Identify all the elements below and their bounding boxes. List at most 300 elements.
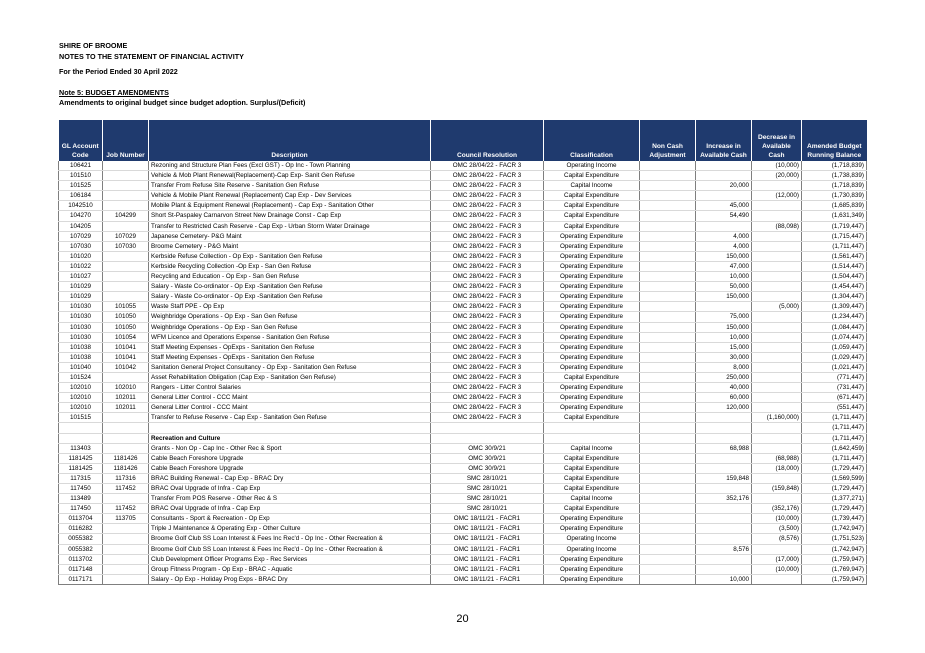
increase-cash-cell: 352,176 [696, 494, 752, 504]
description-cell: Asset Rehabilitation Obligation (Cap Exp - Sanitation Gen Refuse) [149, 372, 431, 382]
increase-cash-cell [696, 453, 752, 463]
description-cell: BRAC Oval Upgrade of Infra - Cap Exp [149, 484, 431, 494]
running-balance-cell: (1,729,447) [802, 463, 867, 473]
council-resolution-cell: OMC 28/04/22 - FACR 3 [431, 332, 544, 342]
classification-cell: Operating Expenditure [544, 352, 640, 362]
council-resolution-cell: OMC 28/04/22 - FACR 3 [431, 171, 544, 181]
council-resolution-cell: OMC 28/04/22 - FACR 3 [431, 251, 544, 261]
running-balance-cell: (1,084,447) [802, 322, 867, 332]
gl-account-cell: 106421 [59, 161, 103, 171]
job-number-cell: 101055 [103, 302, 149, 312]
description-cell: Staff Meeting Expenses - OpExps - Sanitation Gen Refuse [149, 352, 431, 362]
classification-cell: Operating Expenditure [544, 231, 640, 241]
council-resolution-cell: OMC 30/9/21 [431, 453, 544, 463]
non-cash-cell [640, 322, 696, 332]
classification-cell [544, 433, 640, 443]
table-row [59, 282, 867, 292]
council-resolution-cell: OMC 28/04/22 - FACR 3 [431, 211, 544, 221]
running-balance-cell: (1,759,947) [802, 554, 867, 564]
col-gl-account: GL Account Code [59, 120, 103, 161]
running-balance-cell: (1,769,947) [802, 564, 867, 574]
gl-account-cell: 0117171 [59, 574, 103, 584]
increase-cash-cell: 10,000 [696, 332, 752, 342]
running-balance-cell: (1,711,447) [802, 413, 867, 423]
job-number-cell: 101041 [103, 352, 149, 362]
increase-cash-cell: 10,000 [696, 272, 752, 282]
classification-cell: Operating Expenditure [544, 261, 640, 271]
job-number-cell: 104299 [103, 211, 149, 221]
decrease-cash-cell [752, 544, 802, 554]
note-title: Note 5: BUDGET AMENDMENTS [59, 88, 169, 97]
col-job-number: Job Number [103, 120, 149, 161]
running-balance-cell: (1,729,447) [802, 484, 867, 494]
council-resolution-cell: OMC 28/04/22 - FACR 3 [431, 383, 544, 393]
council-resolution-cell: SMC 28/10/21 [431, 484, 544, 494]
increase-cash-cell [696, 413, 752, 423]
non-cash-cell [640, 231, 696, 241]
decrease-cash-cell [752, 322, 802, 332]
note-description: Amendments to original budget since budget adoption. Surplus/(Deficit) [59, 98, 306, 107]
classification-cell: Operating Income [544, 534, 640, 544]
table-row [59, 372, 867, 382]
running-balance-cell: (1,730,839) [802, 191, 867, 201]
running-balance-cell: (1,718,839) [802, 161, 867, 171]
increase-cash-cell [696, 161, 752, 171]
non-cash-cell [640, 352, 696, 362]
gl-account-cell [59, 423, 103, 433]
decrease-cash-cell: (18,000) [752, 463, 802, 473]
non-cash-cell [640, 484, 696, 494]
job-number-cell: 117316 [103, 473, 149, 483]
increase-cash-cell: 75,000 [696, 312, 752, 322]
table-row [59, 352, 867, 362]
job-number-cell: 101050 [103, 312, 149, 322]
job-number-cell [103, 554, 149, 564]
description-cell: Recycling and Education - Op Exp - San Gen Refuse [149, 272, 431, 282]
job-number-cell [103, 161, 149, 171]
decrease-cash-cell [752, 362, 802, 372]
table-row [59, 514, 867, 524]
running-balance-cell: (1,631,349) [802, 211, 867, 221]
increase-cash-cell: 159,848 [696, 473, 752, 483]
gl-account-cell: 101030 [59, 322, 103, 332]
gl-account-cell: 101510 [59, 171, 103, 181]
decrease-cash-cell [752, 251, 802, 261]
non-cash-cell [640, 514, 696, 524]
job-number-cell: 102011 [103, 403, 149, 413]
non-cash-cell [640, 251, 696, 261]
gl-account-cell [59, 433, 103, 443]
description-cell: Group Fitness Program - Op Exp - BRAC - Aquatic [149, 564, 431, 574]
classification-cell: Capital Expenditure [544, 171, 640, 181]
decrease-cash-cell: (10,000) [752, 564, 802, 574]
council-resolution-cell: OMC 28/04/22 - FACR 3 [431, 312, 544, 322]
non-cash-cell [640, 221, 696, 231]
running-balance-cell: (1,304,447) [802, 292, 867, 302]
table-row [59, 393, 867, 403]
gl-account-cell: 101515 [59, 413, 103, 423]
description-cell: Weighbridge Operations - Op Exp - San Gen Refuse [149, 322, 431, 332]
decrease-cash-cell [752, 231, 802, 241]
classification-cell: Operating Expenditure [544, 564, 640, 574]
job-number-cell [103, 524, 149, 534]
gl-account-cell: 104205 [59, 221, 103, 231]
classification-cell: Capital Income [544, 443, 640, 453]
increase-cash-cell: 150,000 [696, 292, 752, 302]
running-balance-cell: (1,454,447) [802, 282, 867, 292]
running-balance-cell: (1,685,839) [802, 201, 867, 211]
council-resolution-cell: OMC 30/9/21 [431, 463, 544, 473]
gl-account-cell: 106184 [59, 191, 103, 201]
table-header-row [59, 120, 867, 161]
job-number-cell [103, 443, 149, 453]
running-balance-cell: (1,742,947) [802, 524, 867, 534]
description-cell: Club Development Officer Programs Exp - Rec Services [149, 554, 431, 564]
council-resolution-cell: SMC 28/10/21 [431, 473, 544, 483]
table-row [59, 332, 867, 342]
job-number-cell [103, 261, 149, 271]
job-number-cell [103, 191, 149, 201]
table-row [59, 453, 867, 463]
non-cash-cell [640, 574, 696, 584]
gl-account-cell: 101029 [59, 282, 103, 292]
running-balance-cell: (1,718,839) [802, 181, 867, 191]
decrease-cash-cell [752, 372, 802, 382]
increase-cash-cell: 8,576 [696, 544, 752, 554]
description-cell: Mobile Plant & Equipment Renewal (Replacement) - Cap Exp - Sanitation Other [149, 201, 431, 211]
non-cash-cell [640, 171, 696, 181]
table-row [59, 241, 867, 251]
description-cell: Kerbside Recycling Collection -Op Exp - San Gen Refuse [149, 261, 431, 271]
running-balance-cell: (551,447) [802, 403, 867, 413]
description-cell: Transfer From Refuse Site Reserve - Sanitation Gen Refuse [149, 181, 431, 191]
non-cash-cell [640, 292, 696, 302]
gl-account-cell: 0116282 [59, 524, 103, 534]
gl-account-cell: 101525 [59, 181, 103, 191]
decrease-cash-cell [752, 292, 802, 302]
job-number-cell [103, 292, 149, 302]
classification-cell: Operating Income [544, 544, 640, 554]
increase-cash-cell: 50,000 [696, 282, 752, 292]
non-cash-cell [640, 453, 696, 463]
council-resolution-cell: OMC 28/04/22 - FACR 3 [431, 272, 544, 282]
job-number-cell [103, 494, 149, 504]
gl-account-cell: 0055382 [59, 534, 103, 544]
gl-account-cell: 101020 [59, 251, 103, 261]
running-balance-cell: (771,447) [802, 372, 867, 382]
description-cell: Cable Beach Foreshore Upgrade [149, 463, 431, 473]
non-cash-cell [640, 564, 696, 574]
document-subtitle: NOTES TO THE STATEMENT OF FINANCIAL ACTIVITY [59, 52, 244, 61]
classification-cell: Capital Income [544, 181, 640, 191]
non-cash-cell [640, 403, 696, 413]
job-number-cell [103, 564, 149, 574]
description-cell: BRAC Building Renewal - Cap Exp - BRAC Dry [149, 473, 431, 483]
non-cash-cell [640, 191, 696, 201]
description-cell: Vehicle & Mobile Plant Renewal (Replacement) Cap Exp - Dev Services [149, 191, 431, 201]
gl-account-cell: 0113704 [59, 514, 103, 524]
table-row [59, 494, 867, 504]
job-number-cell [103, 433, 149, 443]
increase-cash-cell: 150,000 [696, 322, 752, 332]
increase-cash-cell [696, 191, 752, 201]
classification-cell: Operating Expenditure [544, 251, 640, 261]
council-resolution-cell: OMC 28/04/22 - FACR 3 [431, 362, 544, 372]
job-number-cell [103, 272, 149, 282]
increase-cash-cell: 20,000 [696, 181, 752, 191]
council-resolution-cell: OMC 18/11/21 - FACR1 [431, 514, 544, 524]
description-cell: Kerbside Refuse Collection - Op Exp - Sanitation Gen Refuse [149, 251, 431, 261]
council-resolution-cell: OMC 28/04/22 - FACR 3 [431, 191, 544, 201]
decrease-cash-cell: (1,160,000) [752, 413, 802, 423]
classification-cell: Operating Expenditure [544, 302, 640, 312]
job-number-cell [103, 574, 149, 584]
decrease-cash-cell [752, 433, 802, 443]
job-number-cell: 102010 [103, 383, 149, 393]
increase-cash-cell [696, 433, 752, 443]
council-resolution-cell: OMC 28/04/22 - FACR 3 [431, 322, 544, 332]
table-row [59, 272, 867, 282]
description-cell: Short St-Paspaley Carnarvon Street New Drainage Const - Cap Exp [149, 211, 431, 221]
non-cash-cell [640, 524, 696, 534]
decrease-cash-cell [752, 282, 802, 292]
non-cash-cell [640, 211, 696, 221]
job-number-cell: 101041 [103, 342, 149, 352]
col-classification: Classification [544, 120, 640, 161]
table-row [59, 292, 867, 302]
job-number-cell: 107030 [103, 241, 149, 251]
non-cash-cell [640, 302, 696, 312]
increase-cash-cell [696, 524, 752, 534]
decrease-cash-cell [752, 352, 802, 362]
description-cell: Grants - Non Op - Cap Inc - Other Rec & Sport [149, 443, 431, 453]
table-row [59, 201, 867, 211]
running-balance-cell: (1,759,947) [802, 574, 867, 584]
running-balance-cell: (1,711,447) [802, 433, 867, 443]
non-cash-cell [640, 282, 696, 292]
col-decrease-cash: Decrease in Available Cash [752, 120, 802, 161]
running-balance-cell: (1,074,447) [802, 332, 867, 342]
council-resolution-cell: OMC 28/04/22 - FACR 3 [431, 413, 544, 423]
description-cell: General Litter Control - CCC Maint [149, 403, 431, 413]
job-number-cell [103, 181, 149, 191]
increase-cash-cell: 120,000 [696, 403, 752, 413]
non-cash-cell [640, 534, 696, 544]
description-cell: Broome Cemetery - P&G Maint [149, 241, 431, 251]
gl-account-cell: 102010 [59, 403, 103, 413]
gl-account-cell: 101030 [59, 312, 103, 322]
non-cash-cell [640, 413, 696, 423]
running-balance-cell: (1,504,447) [802, 272, 867, 282]
non-cash-cell [640, 372, 696, 382]
table-row [59, 261, 867, 271]
classification-cell: Operating Expenditure [544, 574, 640, 584]
increase-cash-cell: 15,000 [696, 342, 752, 352]
gl-account-cell: 107030 [59, 241, 103, 251]
job-number-cell [103, 423, 149, 433]
increase-cash-cell [696, 534, 752, 544]
gl-account-cell: 101524 [59, 372, 103, 382]
council-resolution-cell: OMC 18/11/21 - FACR1 [431, 534, 544, 544]
council-resolution-cell: OMC 28/04/22 - FACR 3 [431, 282, 544, 292]
classification-cell: Operating Expenditure [544, 332, 640, 342]
council-resolution-cell: OMC 28/04/22 - FACR 3 [431, 161, 544, 171]
increase-cash-cell: 250,000 [696, 372, 752, 382]
classification-cell: Operating Expenditure [544, 514, 640, 524]
table-row [59, 362, 867, 372]
table-row [59, 181, 867, 191]
council-resolution-cell: OMC 18/11/21 - FACR1 [431, 544, 544, 554]
description-cell: Transfer to Restricted Cash Reserve - Cap Exp - Urban Storm Water Drainage [149, 221, 431, 231]
increase-cash-cell: 4,000 [696, 231, 752, 241]
table-row [59, 463, 867, 473]
decrease-cash-cell [752, 181, 802, 191]
gl-account-cell: 101040 [59, 362, 103, 372]
gl-account-cell: 117450 [59, 484, 103, 494]
classification-cell: Operating Expenditure [544, 241, 640, 251]
running-balance-cell: (1,377,271) [802, 494, 867, 504]
council-resolution-cell: OMC 28/04/22 - FACR 3 [431, 393, 544, 403]
gl-account-cell: 101030 [59, 302, 103, 312]
table-row [59, 534, 867, 544]
decrease-cash-cell [752, 332, 802, 342]
table-row [59, 504, 867, 514]
council-resolution-cell: OMC 28/04/22 - FACR 3 [431, 403, 544, 413]
gl-account-cell: 1181425 [59, 463, 103, 473]
table-row [59, 383, 867, 393]
non-cash-cell [640, 161, 696, 171]
running-balance-cell: (1,719,447) [802, 221, 867, 231]
col-non-cash-adjustment: Non Cash Adjustment [640, 120, 696, 161]
increase-cash-cell [696, 484, 752, 494]
classification-cell: Capital Expenditure [544, 201, 640, 211]
increase-cash-cell [696, 221, 752, 231]
classification-cell: Capital Expenditure [544, 211, 640, 221]
running-balance-cell: (1,561,447) [802, 251, 867, 261]
increase-cash-cell [696, 514, 752, 524]
classification-cell: Operating Expenditure [544, 312, 640, 322]
table-row [59, 171, 867, 181]
increase-cash-cell: 4,000 [696, 241, 752, 251]
decrease-cash-cell [752, 473, 802, 483]
increase-cash-cell: 30,000 [696, 352, 752, 362]
job-number-cell: 101054 [103, 332, 149, 342]
classification-cell: Capital Expenditure [544, 413, 640, 423]
job-number-cell [103, 372, 149, 382]
classification-cell: Capital Expenditure [544, 473, 640, 483]
table-row [59, 524, 867, 534]
decrease-cash-cell [752, 342, 802, 352]
classification-cell [544, 423, 640, 433]
non-cash-cell [640, 332, 696, 342]
gl-account-cell: 102010 [59, 393, 103, 403]
council-resolution-cell [431, 433, 544, 443]
job-number-cell [103, 251, 149, 261]
increase-cash-cell [696, 554, 752, 564]
council-resolution-cell: OMC 28/04/22 - FACR 3 [431, 201, 544, 211]
council-resolution-cell: OMC 28/04/22 - FACR 3 [431, 261, 544, 271]
non-cash-cell [640, 272, 696, 282]
gl-account-cell: 0055382 [59, 544, 103, 554]
decrease-cash-cell [752, 211, 802, 221]
classification-cell: Capital Income [544, 494, 640, 504]
council-resolution-cell: OMC 30/9/21 [431, 443, 544, 453]
increase-cash-cell [696, 564, 752, 574]
classification-cell: Capital Expenditure [544, 484, 640, 494]
description-cell: Vehicle & Mob Plant Renewal(Replacement)-Cap Exp- Sanit Gen Refuse [149, 171, 431, 181]
description-cell: Broome Golf Club SS Loan Interest & Fees Inc Rec'd - Op Inc - Other Recreation & [149, 544, 431, 554]
table-row [59, 423, 867, 433]
non-cash-cell [640, 181, 696, 191]
council-resolution-cell: SMC 28/10/21 [431, 494, 544, 504]
increase-cash-cell [696, 463, 752, 473]
gl-account-cell: 0113702 [59, 554, 103, 564]
job-number-cell [103, 544, 149, 554]
increase-cash-cell [696, 302, 752, 312]
gl-account-cell: 101038 [59, 352, 103, 362]
col-description: Description [149, 120, 431, 161]
col-running-balance: Amended Budget Running Balance [802, 120, 867, 161]
table-row [59, 322, 867, 332]
council-resolution-cell: OMC 28/04/22 - FACR 3 [431, 241, 544, 251]
description-cell: Salary - Op Exp - Holiday Prog Exps - BRAC Dry [149, 574, 431, 584]
table-row [59, 251, 867, 261]
running-balance-cell: (1,234,447) [802, 312, 867, 322]
classification-cell: Operating Expenditure [544, 322, 640, 332]
gl-account-cell: 1181425 [59, 453, 103, 463]
non-cash-cell [640, 201, 696, 211]
increase-cash-cell: 150,000 [696, 251, 752, 261]
gl-account-cell: 113489 [59, 494, 103, 504]
job-number-cell [103, 171, 149, 181]
period-label: For the Period Ended 30 April 2022 [59, 67, 178, 76]
council-resolution-cell: OMC 28/04/22 - FACR 3 [431, 302, 544, 312]
table-row [59, 403, 867, 413]
description-cell: Triple J Maintenance & Operating Exp - Other Culture [149, 524, 431, 534]
decrease-cash-cell: (159,848) [752, 484, 802, 494]
decrease-cash-cell [752, 272, 802, 282]
decrease-cash-cell [752, 574, 802, 584]
table-row [59, 191, 867, 201]
increase-cash-cell: 45,000 [696, 201, 752, 211]
decrease-cash-cell [752, 201, 802, 211]
budget-amendments-table [58, 120, 867, 585]
table-row [59, 231, 867, 241]
non-cash-cell [640, 433, 696, 443]
job-number-cell: 1181426 [103, 463, 149, 473]
council-resolution-cell: OMC 28/04/22 - FACR 3 [431, 352, 544, 362]
increase-cash-cell: 47,000 [696, 261, 752, 271]
classification-cell: Operating Income [544, 161, 640, 171]
running-balance-cell: (1,751,523) [802, 534, 867, 544]
table-row [59, 302, 867, 312]
description-cell: Broome Golf Club SS Loan Interest & Fees Inc Rec'd - Op Inc - Other Recreation & [149, 534, 431, 544]
page-number: 20 [456, 613, 469, 625]
job-number-cell: 117452 [103, 504, 149, 514]
running-balance-cell: (1,569,599) [802, 473, 867, 483]
non-cash-cell [640, 473, 696, 483]
classification-cell: Capital Expenditure [544, 463, 640, 473]
classification-cell: Operating Expenditure [544, 282, 640, 292]
gl-account-cell: 101038 [59, 342, 103, 352]
job-number-cell: 113705 [103, 514, 149, 524]
decrease-cash-cell [752, 443, 802, 453]
gl-account-cell: 104270 [59, 211, 103, 221]
running-balance-cell: (1,739,447) [802, 514, 867, 524]
description-cell: Rangers - Litter Control Salaries [149, 383, 431, 393]
running-balance-cell: (1,711,447) [802, 241, 867, 251]
table-row [59, 574, 867, 584]
